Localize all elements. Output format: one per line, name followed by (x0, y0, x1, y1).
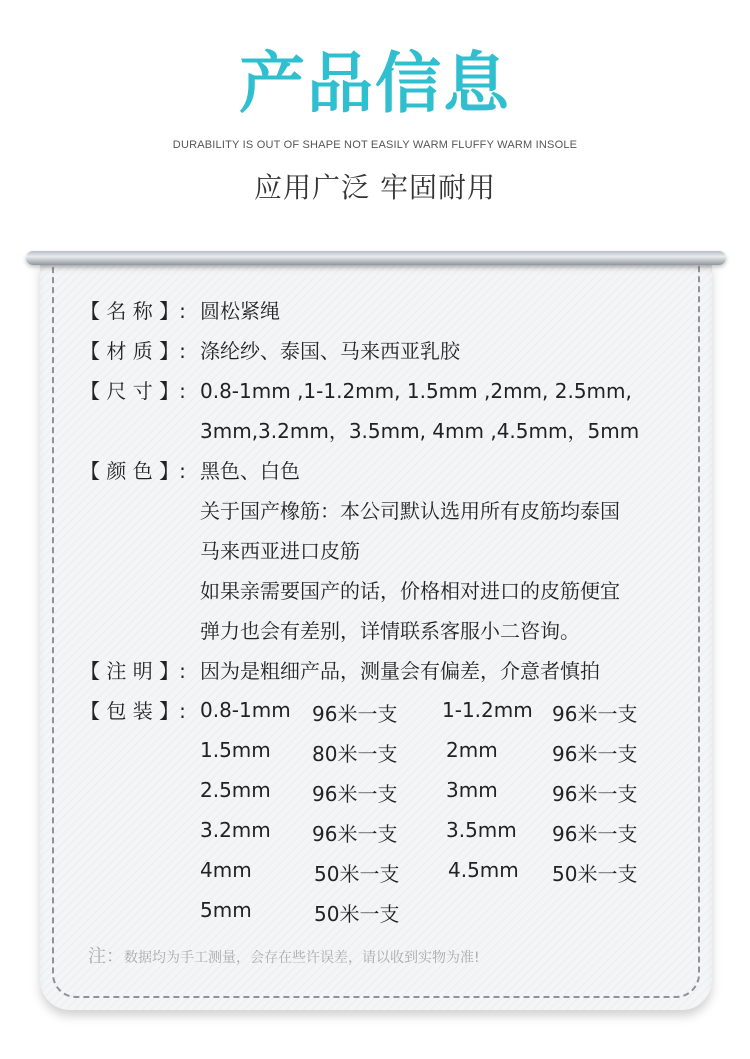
packing-length: 96米一支 (552, 782, 638, 806)
page-title: 产品信息 (239, 45, 511, 122)
packing-size: 1-1.2mm (442, 698, 533, 722)
packing-length: 50米一支 (552, 862, 638, 886)
footnote (88, 942, 480, 968)
tagline: 应用广泛 牢固耐用 (254, 171, 496, 204)
footnote-mark: 注： (88, 946, 124, 967)
color-note-line: 马来西亚进口皮筋 (200, 539, 360, 563)
name-value: 圆松紧绳 (200, 299, 280, 323)
packing-length: 96米一支 (552, 702, 638, 726)
packing-label: 【 包 装 】: (80, 699, 186, 723)
notice-label: 【 注 明 】: (80, 659, 186, 683)
footnote-text: 数据均为手工测量，会存在些许误差，请以收到实物为准! (124, 950, 480, 966)
packing-length: 80米一支 (312, 742, 398, 766)
color-note-line: 关于国产橡筋：本公司默认选用所有皮筋均泰国 (200, 499, 620, 523)
name-label: 【 名 称 】: (80, 299, 186, 323)
english-subtitle: DURABILITY IS OUT OF SHAPE NOT EASILY WARM FLUFFY WARM INSOLE (172, 139, 578, 151)
color-label: 【 颜 色 】: (80, 459, 186, 483)
packing-length: 96米一支 (312, 782, 398, 806)
packing-size: 2mm (446, 738, 498, 762)
packing-length: 96米一支 (552, 742, 638, 766)
packing-length: 96米一支 (312, 822, 398, 846)
packing-size: 1.5mm (200, 738, 271, 762)
color-note-line: 如果亲需要国产的话，价格相对进口的皮筋便宜 (200, 579, 620, 603)
packing-size: 3mm (446, 778, 498, 802)
material-value: 涤纶纱、泰国、马来西亚乳胶 (200, 339, 460, 363)
packing-length: 96米一支 (312, 702, 398, 726)
size-value-line1: 0.8-1mm ,1-1.2mm, 1.5mm ,2mm, 2.5mm, (200, 379, 632, 403)
packing-size: 3.2mm (200, 818, 271, 842)
size-label: 【 尺 寸 】: (80, 379, 186, 403)
color-note-line: 弹力也会有差别，详情联系客服小二咨询。 (200, 619, 580, 643)
packing-size: 4.5mm (448, 858, 519, 882)
packing-size: 3.5mm (446, 818, 517, 842)
packing-size: 0.8-1mm (200, 698, 291, 722)
packing-size: 5mm (200, 898, 252, 922)
color-value: 黑色、白色 (200, 459, 300, 483)
material-label: 【 材 质 】: (80, 339, 186, 363)
size-value-line2: 3mm,3.2mm，3.5mm, 4mm ,4.5mm，5mm (200, 419, 640, 443)
hanging-rod (26, 251, 726, 265)
packing-size: 4mm (200, 858, 252, 882)
notice-value: 因为是粗细产品，测量会有偏差，介意者慎拍 (200, 659, 600, 683)
packing-length: 50米一支 (314, 902, 400, 926)
packing-length: 96米一支 (552, 822, 638, 846)
packing-length: 50米一支 (314, 862, 400, 886)
packing-size: 2.5mm (200, 778, 271, 802)
